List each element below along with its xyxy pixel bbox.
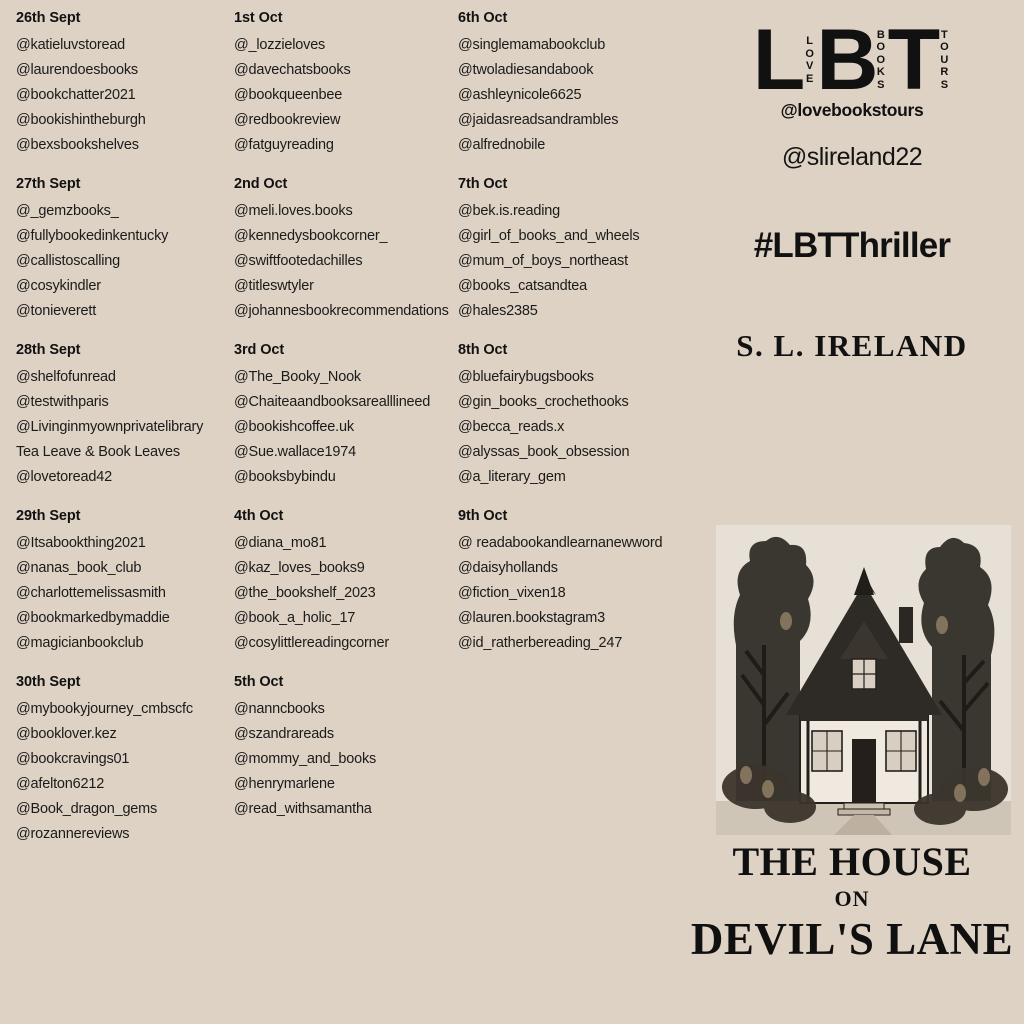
day-block [16, 176, 220, 324]
day-date: 8th Oct [458, 342, 508, 358]
handle: @titleswtyler [234, 278, 314, 294]
handle: @bookishintheburgh [16, 112, 146, 128]
logo-vertical-books-line: O [876, 41, 886, 54]
logo-letter-t: T [887, 12, 939, 108]
day-date: 9th Oct [458, 508, 508, 524]
handle: @id_ratherbereading_247 [458, 635, 623, 651]
handle: @mommy_and_books [234, 751, 377, 767]
handle: @bookqueenbee [234, 87, 343, 103]
book-cover-image [716, 525, 1011, 835]
handle: @_gemzbooks_ [16, 203, 119, 219]
branding-panel [680, 0, 1024, 1024]
handle: @cosylittlereadingcorner [234, 635, 389, 651]
handle: @mybookyjourney_cmbscfc [16, 701, 193, 717]
handle: @afelton6212 [16, 776, 105, 792]
handle: @charlottemelissasmith [16, 585, 166, 601]
handle: @szandrareads [234, 726, 334, 742]
handle: @girl_of_books_and_wheels [458, 228, 640, 244]
logo-vertical-books-line: O [876, 53, 886, 66]
day-date: 2nd Oct [234, 176, 288, 192]
handle: @diana_mo81 [234, 535, 327, 551]
handle: @twoladiesandabook [458, 62, 594, 78]
handle: @alyssas_book_obsession [458, 444, 630, 460]
logo-vertical-tours-line: S [940, 78, 949, 91]
book-title-line-2: ON [834, 886, 870, 911]
handle: @katieluvstoread [16, 37, 126, 53]
handle: @becca_reads.x [458, 419, 565, 435]
logo-vertical-books-line: S [877, 78, 885, 91]
handle: @tonieverett [16, 303, 97, 319]
handle: @fatguyreading [234, 137, 334, 153]
day-block [16, 674, 220, 847]
handle: @meli.loves.books [234, 203, 353, 219]
handle: @booksbybindu [234, 469, 336, 485]
handle: @laurendoesbooks [16, 62, 138, 78]
handle: @testwithparis [16, 394, 109, 410]
logo-vertical-books-line: K [876, 66, 886, 79]
logo-letter-b: B [816, 12, 875, 108]
handle: @_lozzieloves [234, 37, 326, 53]
handle: @books_catsandtea [458, 278, 588, 294]
logo-letter-l: L [752, 12, 804, 108]
handle: @bookishcoffee.uk [234, 419, 354, 435]
day-date: 30th Sept [16, 674, 81, 690]
day-block [16, 342, 220, 490]
handle: @read_withsamantha [234, 801, 372, 817]
day-date: 7th Oct [458, 176, 508, 192]
day-block [234, 176, 450, 324]
handle: @Itsabookthing2021 [16, 535, 146, 551]
book-title [680, 840, 1024, 964]
logo-vertical-love-line: E [805, 72, 814, 85]
handle: @kennedysbookcorner_ [234, 228, 388, 244]
day-date: 1st Oct [234, 10, 283, 26]
logo-vertical-tours [940, 29, 949, 92]
schedule-column-2 [220, 10, 450, 1024]
logo-vertical-tours-line: T [941, 28, 949, 41]
handle: @swiftfootedachilles [234, 253, 363, 269]
handle: @bookmarkedbymaddie [16, 610, 170, 626]
hashtag: #LBTThriller [753, 226, 951, 265]
logo-row [680, 14, 1024, 106]
handle: @ readabookandlearnanewword [458, 535, 663, 551]
day-block [16, 508, 220, 656]
handle: @henrymarlene [234, 776, 335, 792]
logo-vertical-books [877, 29, 886, 92]
author-handle: @slireland22 [781, 143, 923, 171]
day-block [234, 10, 450, 158]
handle: @hales2385 [458, 303, 538, 319]
logo-vertical-tours-line: O [940, 41, 950, 54]
handle: @callistoscalling [16, 253, 120, 269]
handle: @singlemamabookclub [458, 37, 606, 53]
handle: @rozannereviews [16, 826, 130, 842]
handle: @shelfofunread [16, 369, 116, 385]
handle: @magicianbookclub [16, 635, 144, 651]
handle: @book_a_holic_17 [234, 610, 356, 626]
handle: @nanncbooks [234, 701, 325, 717]
handle: @kaz_loves_books9 [234, 560, 365, 576]
handle: @booklover.kez [16, 726, 117, 742]
logo-vertical-love-line: L [806, 35, 814, 47]
logo-vertical-tours-line: R [940, 66, 949, 79]
schedule-column-3 [450, 10, 690, 1024]
day-date: 27th Sept [16, 176, 81, 192]
author-name: S. L. IRELAND [736, 328, 968, 363]
handle: @redbookreview [234, 112, 341, 128]
book-title-line-1: THE HOUSE [732, 839, 972, 884]
handle: @nanas_book_club [16, 560, 142, 576]
handle: @fiction_vixen18 [458, 585, 566, 601]
day-block [234, 342, 450, 490]
day-block [458, 10, 690, 158]
handle: @mum_of_boys_northeast [458, 253, 628, 269]
logo-vertical-tours-line: U [940, 53, 949, 66]
day-block [458, 176, 690, 324]
day-block [16, 10, 220, 158]
handle: @the_bookshelf_2023 [234, 585, 376, 601]
day-date: 4th Oct [234, 508, 284, 524]
handle: @ashleynicole6625 [458, 87, 582, 103]
day-date: 28th Sept [16, 342, 81, 358]
day-date: 3rd Oct [234, 342, 285, 358]
handle: @lovetoread42 [16, 469, 112, 485]
handle: @fullybookedinkentucky [16, 228, 169, 244]
day-block [458, 508, 690, 656]
handle: @bexsbookshelves [16, 137, 139, 153]
day-date: 5th Oct [234, 674, 284, 690]
handle: @Chaiteaandbooksarealllineed [234, 394, 431, 410]
handle: @Livinginmyownprivatelibrary [16, 419, 204, 435]
book-title-line-3: DEVIL'S LANE [690, 914, 1014, 964]
day-date: 26th Sept [16, 10, 81, 26]
handle: @bookcravings01 [16, 751, 130, 767]
handle: @lauren.bookstagram3 [458, 610, 605, 626]
day-block [234, 508, 450, 656]
love-books-tours-logo [680, 14, 1024, 364]
logo-vertical-love-line: V [805, 60, 814, 72]
house-illustration [716, 525, 1011, 835]
handle: @alfrednobile [458, 137, 546, 153]
schedule-column-1 [0, 10, 220, 1024]
day-date: 6th Oct [458, 10, 508, 26]
handle: @davechatsbooks [234, 62, 351, 78]
handle: @The_Booky_Nook [234, 369, 361, 385]
handle: @Sue.wallace1974 [234, 444, 356, 460]
handle: @cosykindler [16, 278, 101, 294]
handle: @johannesbookrecommendations [234, 303, 449, 319]
handle: @bluefairybugsbooks [458, 369, 594, 385]
handle: @gin_books_crochethooks [458, 394, 629, 410]
logo-vertical-love-line: O [805, 47, 815, 60]
handle: @jaidasreadsandrambles [458, 112, 619, 128]
logo-vertical-books-line: B [876, 28, 886, 41]
logo-vertical-love [805, 35, 814, 85]
day-block [234, 674, 450, 822]
handle: @a_literary_gem [458, 469, 566, 485]
handle: Tea Leave & Book Leaves [16, 444, 180, 460]
handle: @daisyhollands [458, 560, 558, 576]
handle: @bookchatter2021 [16, 87, 136, 103]
handle: @Book_dragon_gems [16, 801, 158, 817]
day-block [458, 342, 690, 490]
handle: @bek.is.reading [458, 203, 560, 219]
day-date: 29th Sept [16, 508, 81, 524]
lovebookstours-handle: @lovebookstours [780, 100, 924, 120]
